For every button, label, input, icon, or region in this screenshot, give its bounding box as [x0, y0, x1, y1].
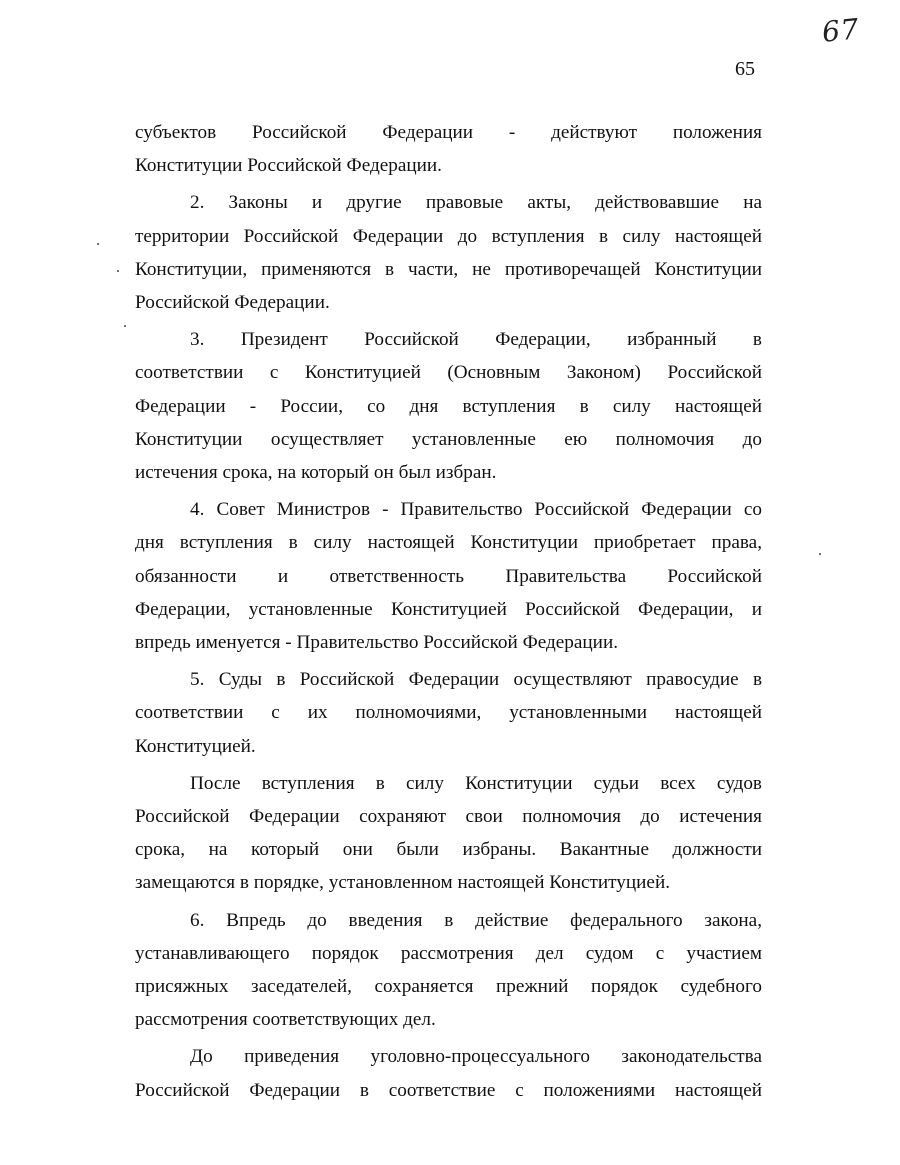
text-line: впредь именуется - Правительство Российской Федерации. — [135, 632, 619, 654]
text-line: 6. Впредь до введения в действие федерального закона, — [190, 909, 762, 931]
text-line: обязанности и ответственность Правительства Российской — [135, 565, 762, 587]
text-line: субъектов Российской Федерации - действуют положения — [135, 122, 762, 143]
text-line: устанавливающего порядок рассмотрения дел судом с участием — [135, 942, 762, 964]
scan-speck — [97, 243, 99, 245]
text-line: Федерации - России, со дня вступления в силу настоящей — [135, 395, 762, 417]
text-line: Российской Федерации. — [135, 292, 330, 314]
text-line: истечения срока, на который он был избран. — [135, 462, 497, 484]
text-line: 4. Совет Министров - Правительство Российской Федерации со — [190, 499, 762, 521]
paragraph — [135, 186, 762, 319]
text-line: Конституции Российской Федерации. — [135, 155, 442, 177]
text-line: соответствии с Конституцией (Основным Законом) Российской — [135, 362, 762, 384]
paragraph — [135, 904, 762, 1037]
paragraph — [135, 767, 762, 900]
text-line: Российской Федерации сохраняют свои полномочия до истечения — [135, 806, 762, 828]
text-line: соответствии с их полномочиями, установленными настоящей — [135, 702, 762, 724]
text-line: дня вступления в силу настоящей Конституции приобретает права, — [135, 532, 762, 554]
scan-speck — [117, 270, 119, 272]
text-line: Конституции осуществляет установленные ею полномочия до — [135, 428, 762, 450]
text-line: До приведения уголовно-процессуального законодательства — [190, 1046, 762, 1068]
text-line: 2. Законы и другие правовые акты, действовавшие на — [190, 192, 762, 214]
text-line: Федерации, установленные Конституцией Российской Федерации, и — [135, 598, 762, 620]
paragraph — [135, 493, 762, 659]
text-line: Российской Федерации в соответствие с положениями настоящей — [135, 1079, 762, 1101]
body-text — [135, 116, 762, 1111]
scan-speck — [124, 325, 126, 327]
text-line: присяжных заседателей, сохраняется прежний порядок судебного — [135, 976, 762, 998]
scan-speck — [819, 553, 821, 555]
text-line: 5. Суды в Российской Федерации осуществляют правосудие в — [190, 669, 762, 691]
text-line: срока, на который они были избраны. Вакантные должности — [135, 839, 762, 861]
text-line: территории Российской Федерации до вступления в силу настоящей — [135, 225, 762, 247]
printed-page-number: 65 — [735, 58, 755, 80]
handwritten-page-number: 67 — [820, 12, 862, 49]
text-line: рассмотрения соответствующих дел. — [135, 1009, 436, 1031]
paragraph — [135, 1040, 762, 1106]
text-line: Конституцией. — [135, 735, 256, 757]
text-line: замещаются в порядке, установленном настоящей Конституцией. — [135, 872, 671, 894]
text-line: Конституции, применяются в части, не противоречащей Конституции — [135, 258, 762, 280]
text-line: После вступления в силу Конституции судьи всех судов — [190, 772, 762, 794]
paragraph — [135, 116, 762, 182]
paragraph — [135, 663, 762, 763]
text-line: 3. Президент Российской Федерации, избранный в — [190, 329, 762, 351]
paragraph — [135, 323, 762, 489]
